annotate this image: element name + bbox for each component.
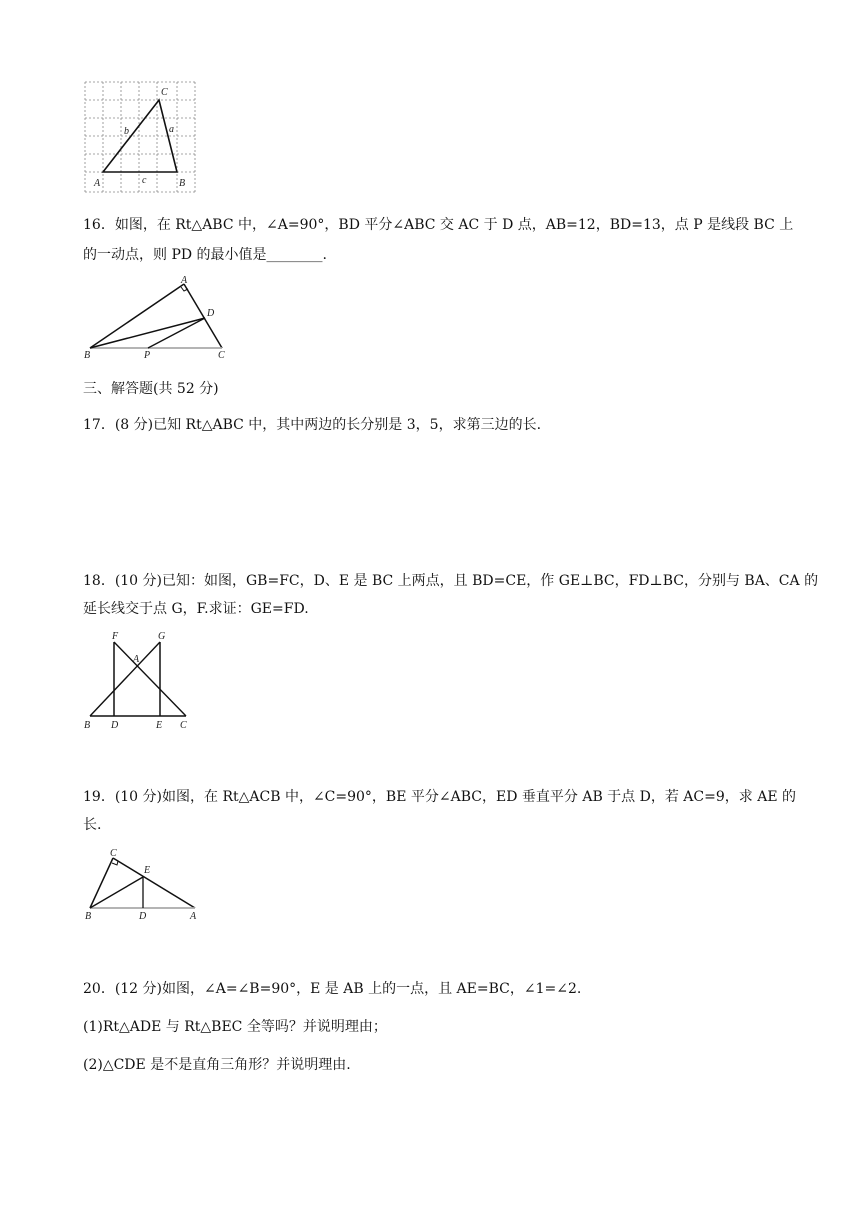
- label-A: A: [94, 178, 101, 189]
- label-E: E: [156, 720, 163, 731]
- label-B: B: [84, 720, 91, 731]
- label-C: C: [180, 720, 187, 731]
- triangle-abd-figure: [82, 276, 242, 360]
- question-20-sub-2: (2)△CDE 是不是直角三角形？并说明理由.: [83, 1057, 351, 1073]
- label-A: A: [133, 654, 140, 665]
- label-P: P: [144, 350, 151, 360]
- question-20-line-1: 20．(12 分)如图，∠A=∠B=90°，E 是 AB 上的一点，且 AE=BC，∠1=∠2.: [83, 981, 582, 997]
- grid-triangle-figure: [82, 80, 200, 196]
- label-C: C: [161, 87, 168, 98]
- question-18-line-1: 18．(10 分)已知：如图，GB=FC，D、E 是 BC 上两点，且 BD=CE，作 GE⊥BC，FD⊥BC，分别与 BA、CA 的: [83, 573, 819, 589]
- question-16-line-2: 的一动点，则 PD 的最小值是________.: [83, 247, 327, 263]
- label-D: D: [111, 720, 119, 731]
- question-17: 17．(8 分)已知 Rt△ABC 中，其中两边的长分别是 3，5，求第三边的长.: [83, 417, 542, 433]
- label-E: E: [144, 865, 151, 876]
- label-B: B: [179, 178, 186, 189]
- label-B: B: [85, 911, 92, 922]
- question-18-line-2: 延长线交于点 G，F.求证：GE=FD.: [83, 601, 309, 617]
- label-G: G: [158, 631, 166, 642]
- label-c: c: [142, 175, 147, 186]
- label-C: C: [218, 350, 225, 360]
- label-A: A: [190, 911, 197, 922]
- question-19-line-2: 长.: [83, 817, 102, 833]
- label-C: C: [110, 848, 117, 859]
- label-D: D: [139, 911, 147, 922]
- label-b: b: [124, 126, 129, 137]
- question-20-sub-1: (1)Rt△ADE 与 Rt△BEC 全等吗？并说明理由；: [83, 1019, 387, 1035]
- label-a: a: [169, 124, 174, 135]
- triangle-acb-figure: [82, 846, 202, 926]
- question-19-line-1: 19．(10 分)如图，在 Rt△ACB 中，∠C=90°，BE 平分∠ABC，ED 垂直平分 AB 于点 D，若 AC=9，求 AE 的: [83, 789, 797, 805]
- question-16-line-1: 16．如图，在 Rt△ABC 中，∠A=90°，BD 平分∠ABC 交 AC 于 D 点，AB=12，BD=13，点 P 是线段 BC 上: [83, 217, 794, 233]
- label-B: B: [84, 350, 91, 360]
- label-A: A: [181, 276, 188, 286]
- triangle-fg-figure: [82, 628, 194, 734]
- label-F: F: [112, 631, 119, 642]
- section-3-title: 三、解答题(共 52 分): [83, 381, 219, 397]
- label-D: D: [207, 308, 215, 319]
